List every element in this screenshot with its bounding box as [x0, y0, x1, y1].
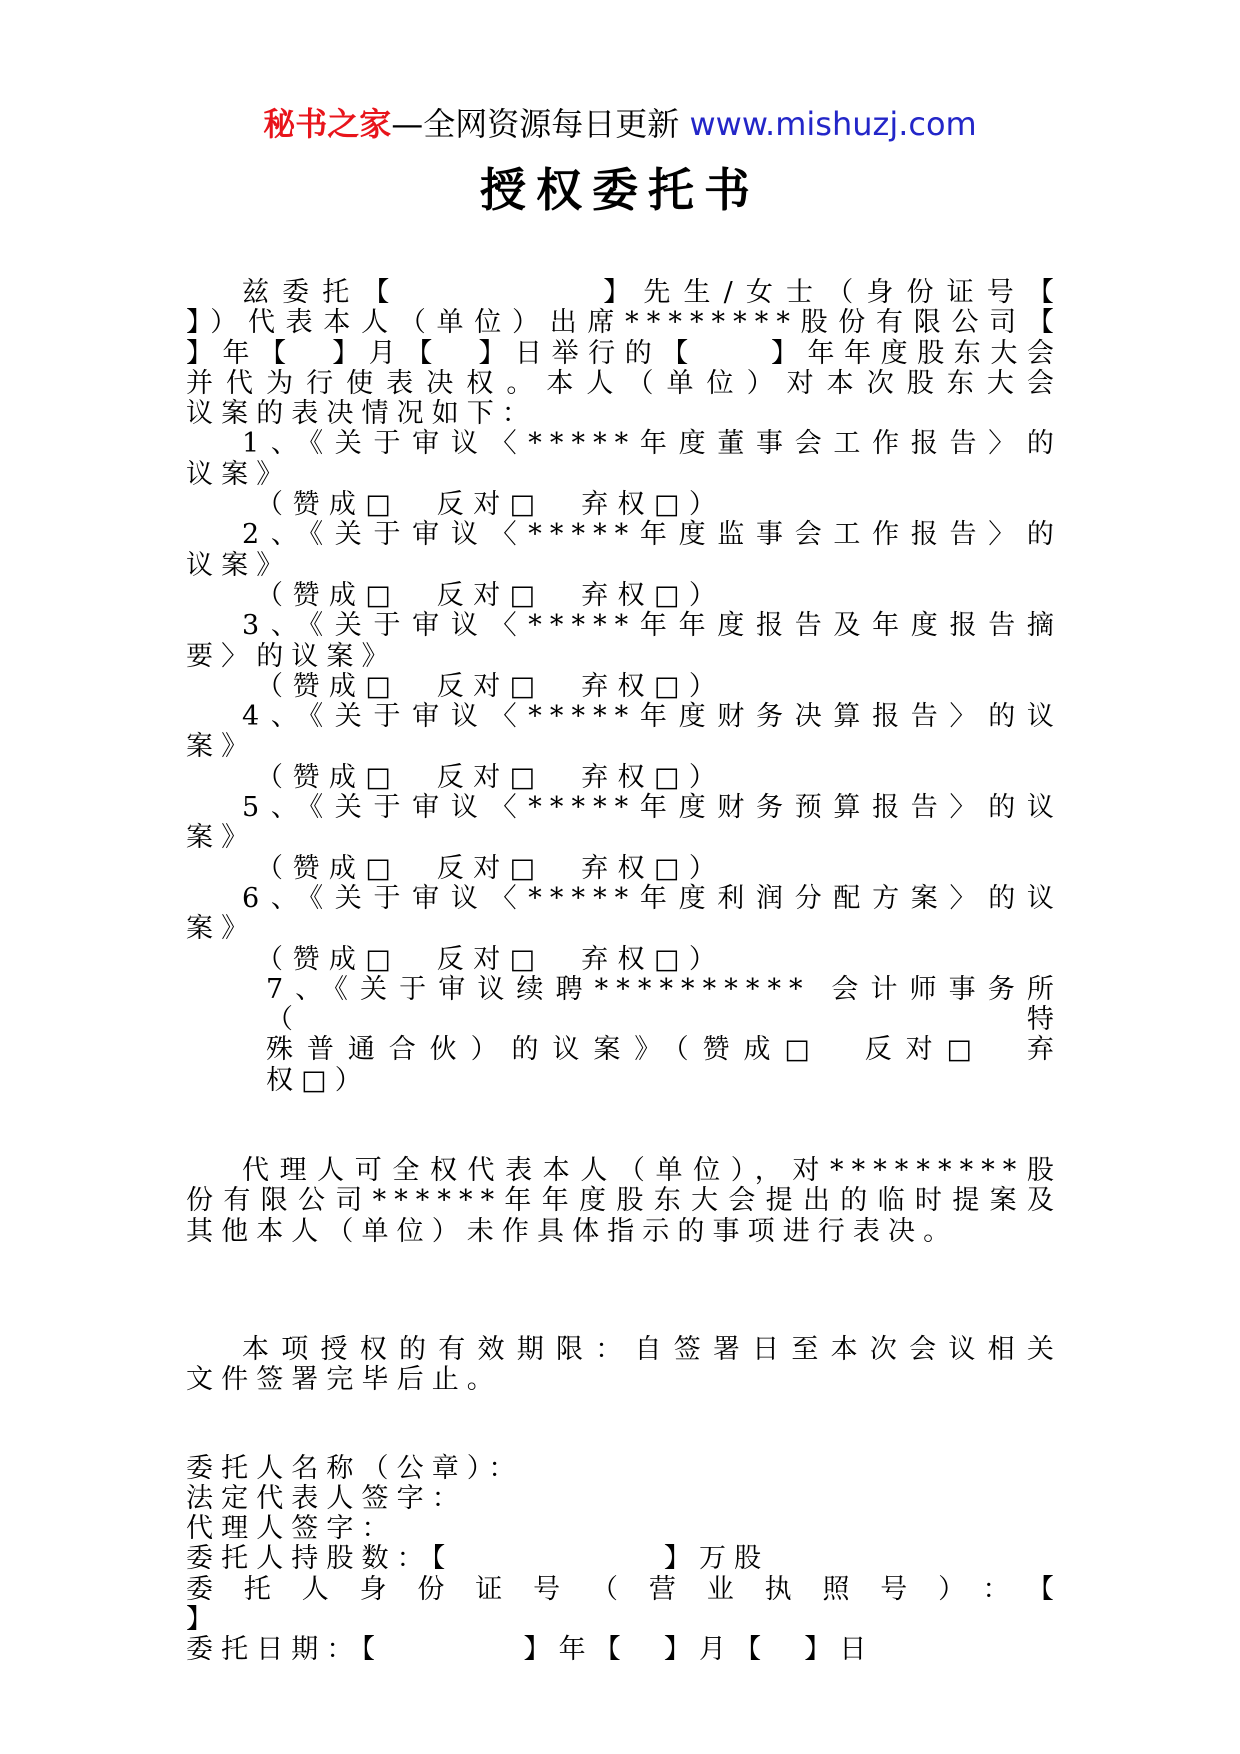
site-url-link[interactable]: www.mishuzj.com	[689, 105, 977, 143]
validity-paragraph-line: 本项授权的有效期限：自签署日至本次会议相关	[242, 1333, 1062, 1365]
motion-item-7-line: 权□）	[266, 1064, 370, 1096]
legal-rep-signature-field: 法定代表人签字：	[186, 1482, 467, 1514]
motion-item-5: 5、《关于审议〈*****年度财务预算报告〉的议	[242, 792, 1062, 824]
motion-item-5-cont: 案》	[186, 822, 257, 854]
site-header	[0, 104, 1240, 144]
motion-item-1-cont: 议案》	[186, 458, 292, 490]
motion-item-1: 1、《关于审议〈*****年度董事会工作报告〉的	[242, 428, 1062, 460]
intro-line: 】）代表本人（单位）出席********股份有限公司【	[186, 307, 1062, 339]
motion-item-6: 6、《关于审议〈*****年度利润分配方案〉的议	[242, 882, 1062, 914]
intro-line: 兹委托【 】先生/女士（身份证号【	[242, 277, 1062, 308]
validity-paragraph-line: 文件签署完毕后止。	[186, 1364, 502, 1396]
motion-item-4-cont: 案》	[186, 731, 257, 763]
proxy-paragraph-line: 份有限公司******年年度股东大会提出的临时提案及	[186, 1185, 1062, 1217]
shares-held-field: 委托人持股数：【 】万股	[186, 1543, 770, 1575]
agent-signature-field: 代理人签字：	[186, 1513, 397, 1545]
proxy-paragraph-line: 代理人可全权代表本人（单位），对*********股	[242, 1155, 1062, 1187]
vote-options: （赞成□ 反对□ 弃权□）	[256, 579, 726, 611]
vote-options: （赞成□ 反对□ 弃权□）	[256, 852, 726, 884]
document-body	[186, 278, 1062, 1666]
intro-line: 议案的表决情况如下：	[186, 398, 537, 430]
client-id-field: 委托人身份证号（营业执照号）：【	[186, 1573, 1062, 1605]
motion-item-7-line: 7、《关于审议续聘********** 会计师事务所（特	[266, 973, 1062, 1036]
client-name-field: 委托人名称（公章）：	[186, 1452, 524, 1484]
intro-line: 并代为行使表决权。本人（单位）对本次股东大会	[186, 367, 1062, 399]
motion-item-3: 3、《关于审议〈*****年年度报告及年度报告摘	[242, 610, 1062, 642]
header-tagline: —全网资源每日更新	[391, 105, 690, 143]
vote-options: （赞成□ 反对□ 弃权□）	[256, 761, 726, 793]
intro-line: 】年【 】月【 】日举行的【 】年年度股东大会	[186, 337, 1062, 369]
motion-item-6-cont: 案》	[186, 913, 257, 945]
document-title: 授权委托书	[480, 163, 760, 217]
motion-item-7	[186, 975, 1062, 1096]
motion-item-4: 4、《关于审议〈*****年度财务决算报告〉的议	[242, 701, 1062, 733]
vote-options: （赞成□ 反对□ 弃权□）	[256, 670, 726, 702]
vote-options: （赞成□ 反对□ 弃权□）	[256, 943, 726, 975]
motion-item-7-line: 殊普通合伙）的议案》（赞成□ 反对□ 弃	[266, 1034, 1062, 1066]
motion-item-2-cont: 议案》	[186, 549, 292, 581]
motion-item-2: 2、《关于审议〈*****年度监事会工作报告〉的	[242, 519, 1062, 551]
motion-item-3-cont: 要〉的议案》	[186, 640, 397, 672]
client-id-field-cont: 】	[186, 1603, 222, 1635]
brand-name: 秘书之家	[263, 105, 392, 143]
proxy-paragraph-line: 其他本人（单位）未作具体指示的事项进行表决。	[186, 1215, 959, 1247]
commission-date-field: 委托日期：【 】年【 】月【 】日	[186, 1634, 875, 1666]
vote-options: （赞成□ 反对□ 弃权□）	[256, 489, 726, 521]
